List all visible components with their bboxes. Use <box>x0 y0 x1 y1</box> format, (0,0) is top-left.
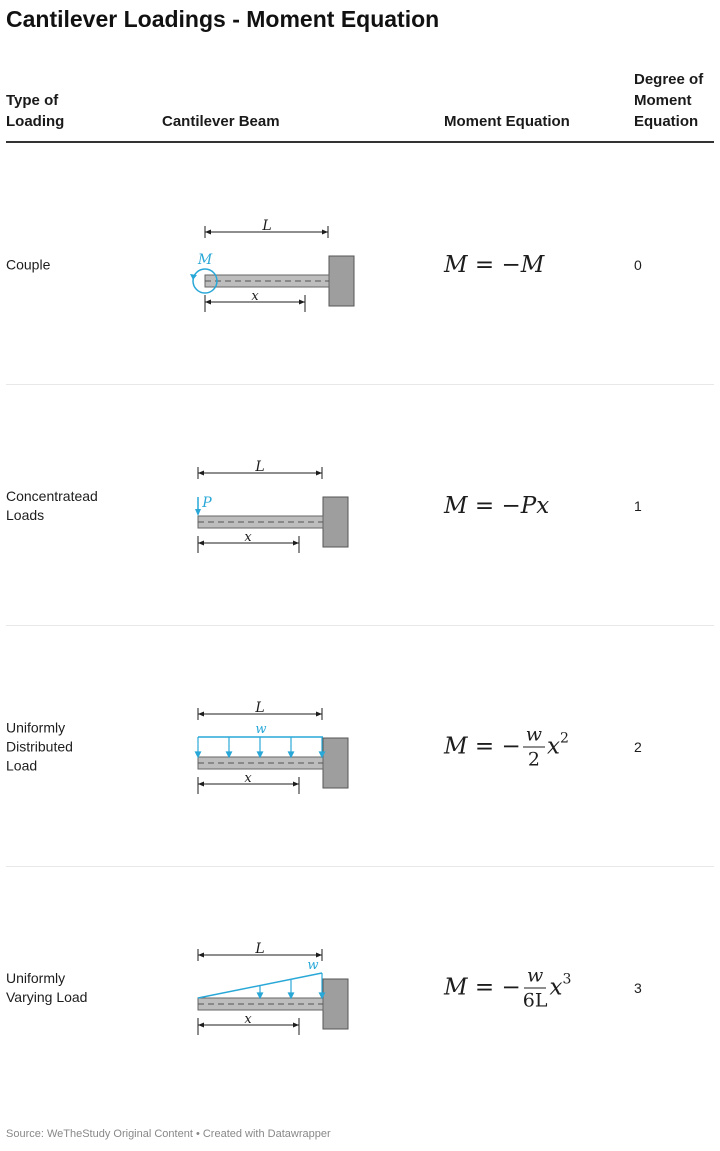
fraction: $\frac{w}{6L}$ <box>522 964 548 1011</box>
header-type: Type of Loading <box>6 92 65 130</box>
x-label: x <box>244 771 252 786</box>
moment-equation: M = − $\frac{w}{2}$ x $^2$ <box>444 723 569 770</box>
load-label: M <box>197 252 213 268</box>
length-label: L <box>262 218 272 234</box>
page-title: Cantilever Loadings - Moment Equation <box>6 6 440 32</box>
cantilever-point-load-diagram <box>185 445 365 565</box>
table-row <box>0 385 720 626</box>
header-divider <box>6 141 714 143</box>
degree-value: 2 <box>634 738 642 755</box>
load-label: P <box>202 495 212 511</box>
load-label: w <box>255 722 267 737</box>
header-degree: Degree of Moment Equation <box>634 71 704 130</box>
x-label: x <box>251 289 259 304</box>
loading-type: Uniformly Distributed Load <box>6 719 73 773</box>
source-footer: Source: WeTheStudy Original Content • Created with Datawrapper <box>6 1128 331 1140</box>
fraction: $\frac{w}{2}$ <box>523 723 545 770</box>
moment-equation: M = − Px <box>444 492 550 519</box>
length-label: L <box>255 700 265 716</box>
table-header <box>0 66 720 144</box>
loading-type: Concentratead Loads <box>6 487 98 523</box>
table-row <box>0 867 720 1108</box>
table-row <box>0 626 720 867</box>
x-label: x <box>244 530 252 545</box>
degree-value: 1 <box>634 497 642 514</box>
moment-equation: M = − M <box>444 251 545 278</box>
degree-value: 0 <box>634 256 642 273</box>
length-label: L <box>255 941 265 957</box>
moment-equation: M = − $\frac{w}{6L}$ x $^3$ <box>444 964 572 1011</box>
loading-type: Uniformly Varying Load <box>6 969 88 1005</box>
table-row <box>0 144 720 385</box>
loading-type: Couple <box>6 256 51 272</box>
header-beam: Cantilever Beam <box>162 113 280 130</box>
load-label: w <box>307 958 319 973</box>
length-label: L <box>255 459 265 475</box>
cantilever-udl-diagram <box>185 686 365 806</box>
cantilever-uvl-diagram <box>185 927 365 1047</box>
degree-value: 3 <box>634 979 642 996</box>
header-equation: Moment Equation <box>444 113 570 130</box>
cantilever-couple-diagram <box>185 204 365 324</box>
x-label: x <box>244 1012 252 1027</box>
